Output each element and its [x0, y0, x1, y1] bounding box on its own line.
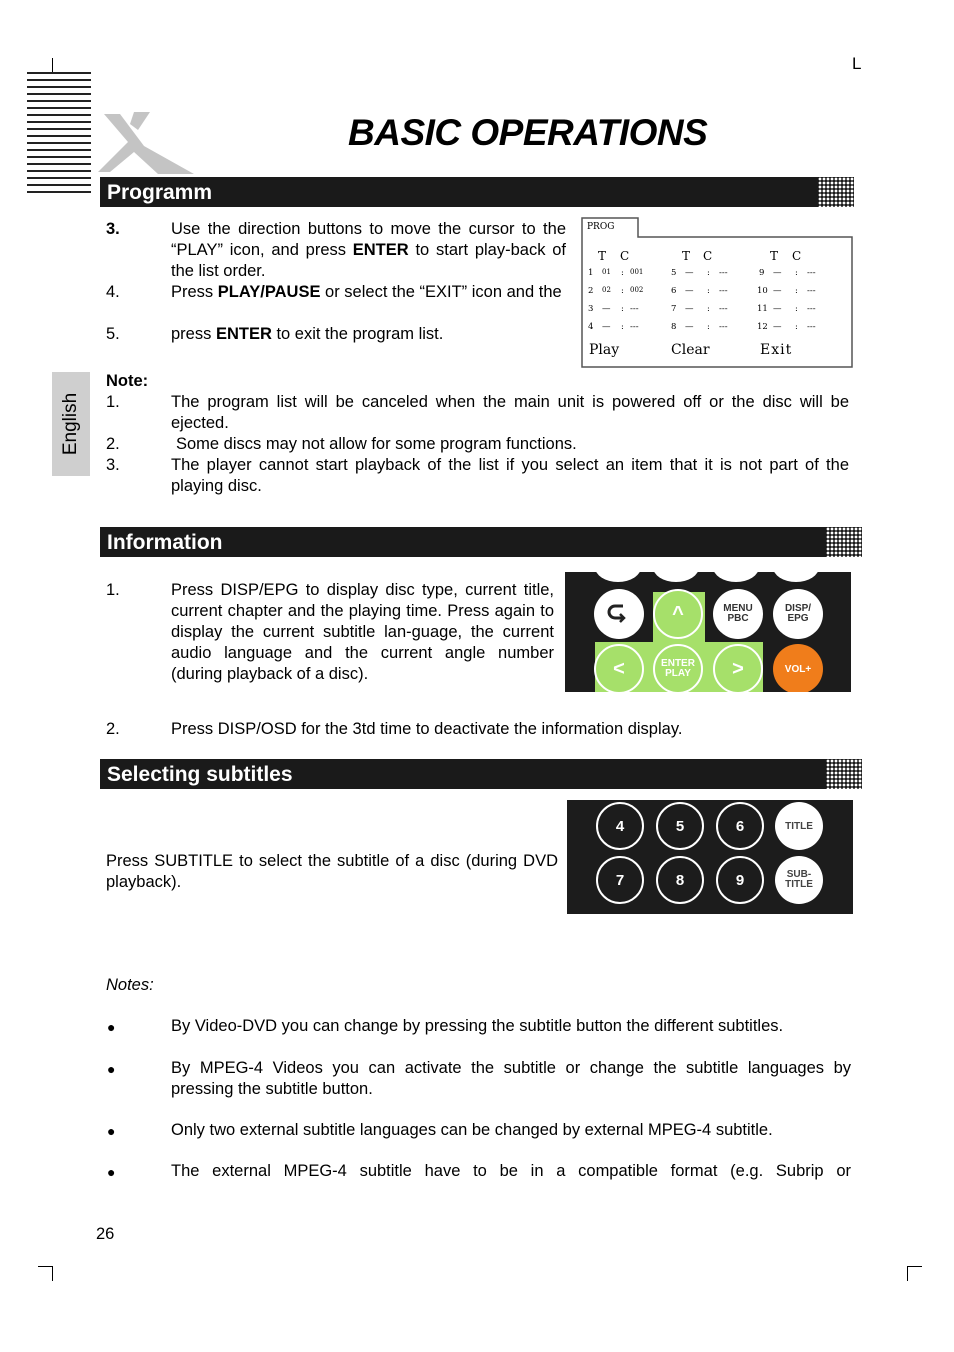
prog-row-chapter: --- — [807, 322, 816, 332]
chevron-left-icon: < — [613, 657, 625, 680]
remote-number-image — [567, 800, 853, 914]
prog-row-index: 7 — [671, 304, 677, 314]
prog-row-index: 5 — [671, 268, 677, 278]
number-5-button[interactable] — [656, 802, 704, 850]
prog-row-title: 02 — [602, 286, 611, 294]
info-text: Press DISP/OSD for the 3td time to deactivate the information display. — [171, 720, 683, 738]
step-text: press ENTER to exit the program list. — [171, 325, 444, 343]
notes-bullet-text: By Video-DVD you can change by pressing the subtitle button the different subtitles. — [171, 1017, 784, 1035]
vol-plus-button[interactable] — [773, 644, 823, 692]
top-row-button — [773, 572, 819, 582]
menu-pbc-button[interactable] — [713, 589, 763, 639]
col-header-t: T — [682, 249, 691, 263]
prog-row-sep: : — [707, 268, 710, 278]
number-label: 6 — [735, 817, 745, 835]
prog-row-sep: : — [707, 322, 710, 332]
note-label: Note: — [106, 372, 149, 390]
info-number: 2. — [106, 720, 120, 738]
prog-row-index: 8 — [671, 322, 677, 332]
prog-row-sep: : — [795, 322, 798, 332]
prog-row-title: — — [685, 268, 694, 278]
prog-row-title: — — [773, 286, 782, 296]
prog-row-index: 6 — [671, 286, 677, 296]
top-row-button — [595, 572, 641, 582]
title-label: TITLE — [785, 820, 813, 832]
heading-dot-pattern — [826, 759, 862, 789]
bullet-dot: ● — [107, 1164, 116, 1180]
col-header-c: C — [620, 249, 630, 263]
chevron-right-icon: > — [732, 657, 744, 680]
notes-label: Notes: — [106, 976, 154, 994]
prog-row-sep: : — [795, 286, 798, 296]
prog-row-index: 11 — [757, 304, 768, 314]
note-text: The player cannot start playback of the list if you select an item that it is not part of the playing disc. — [171, 456, 849, 495]
prog-row-title: — — [773, 304, 782, 314]
prog-clear-option[interactable]: Clear — [671, 342, 710, 358]
prog-row-sep: : — [621, 304, 624, 314]
prog-row-index: 4 — [588, 322, 594, 332]
notes-bullet-text: Only two external subtitle languages can be changed by external MPEG-4 subtitle. — [171, 1121, 773, 1139]
number-6-button[interactable] — [716, 802, 764, 850]
language-tab — [52, 372, 90, 476]
number-label: 8 — [675, 871, 685, 889]
subtitle-button[interactable] — [775, 856, 823, 904]
note-number: 1. — [106, 393, 120, 411]
menu-pbc-label: MENU PBC — [723, 603, 753, 624]
section-heading-information — [100, 527, 862, 557]
prog-row-index: 12 — [757, 322, 768, 332]
prog-row-chapter: --- — [807, 304, 816, 314]
prog-row-title: — — [685, 304, 694, 314]
prog-row-sep: : — [621, 268, 624, 278]
col-header-c: C — [792, 249, 802, 263]
prog-row-index: 10 — [757, 286, 768, 296]
return-icon — [607, 602, 631, 626]
page-title: BASIC OPERATIONS — [348, 112, 708, 153]
prog-row-sep: : — [621, 286, 624, 296]
number-label: 7 — [615, 871, 625, 889]
up-button[interactable] — [653, 589, 703, 639]
prog-row-chapter: --- — [719, 322, 728, 332]
prog-row-title: — — [773, 268, 782, 278]
col-header-t: T — [770, 249, 779, 263]
language-tab-label: English — [60, 392, 81, 456]
number-7-button[interactable] — [596, 856, 644, 904]
step-number: 5. — [106, 325, 120, 343]
remote-nav-image — [565, 572, 851, 692]
brand-x-logo — [98, 110, 198, 176]
step-number: 3. — [106, 220, 120, 238]
bullet-dot: ● — [107, 1061, 116, 1077]
subtitle-label: SUB-TITLE — [785, 869, 813, 890]
stripe-decoration — [27, 72, 91, 200]
prog-row-index: 9 — [759, 268, 765, 278]
prog-tab-label: PROG — [587, 222, 615, 232]
number-9-button[interactable] — [716, 856, 764, 904]
corner-mark: L — [852, 54, 862, 73]
prog-row-chapter: --- — [630, 304, 639, 314]
prog-row-title: — — [685, 286, 694, 296]
return-button[interactable] — [594, 589, 644, 639]
crop-mark-bottom-left — [38, 1266, 53, 1281]
info-text: Press DISP/EPG to display disc type, current title, current chapter and the playing time. Press again to display the current subtitle lan-guage, the current audio language and the current angle number (during playback of a disc). — [171, 581, 554, 683]
chevron-up-icon: ^ — [672, 602, 684, 625]
note-text: Some discs may not allow for some program functions. — [176, 435, 577, 453]
notes-bullet-text: By MPEG-4 Videos you can activate the subtitle or change the subtitle languages by pressing the subtitle button. — [171, 1059, 851, 1098]
prog-row-sep: : — [795, 268, 798, 278]
prog-row-title: — — [773, 322, 782, 332]
col-header-t: T — [598, 249, 607, 263]
info-number: 1. — [106, 581, 120, 599]
top-row-button — [713, 572, 759, 582]
disp-epg-label: DISP/ EPG — [784, 603, 812, 624]
prog-row-chapter: --- — [719, 304, 728, 314]
section-heading-programm — [100, 177, 854, 207]
section-heading-subtitles — [100, 759, 862, 789]
page-number: 26 — [96, 1225, 115, 1243]
step-number: 4. — [106, 283, 120, 301]
prog-row-chapter: --- — [807, 286, 816, 296]
number-label: 5 — [675, 817, 685, 835]
crop-mark-bottom-right — [907, 1266, 922, 1281]
note-text: The program list will be canceled when the main unit is powered off or the disc will be ejected. — [171, 393, 849, 432]
prog-play-option[interactable]: Play — [589, 342, 620, 358]
prog-row-sep: : — [707, 286, 710, 296]
prog-row-title: — — [602, 304, 611, 314]
col-header-c: C — [703, 249, 713, 263]
notes-bullet-text: The external MPEG-4 subtitle have to be in a compatible format (e.g. Subrip or — [171, 1162, 851, 1180]
disp-epg-button[interactable] — [773, 589, 823, 639]
prog-row-sep: : — [621, 322, 624, 332]
number-8-button[interactable] — [656, 856, 704, 904]
prog-row-title: — — [685, 322, 694, 332]
prog-row-chapter: 002 — [630, 286, 644, 294]
prog-row-chapter: --- — [630, 322, 639, 332]
note-number: 3. — [106, 456, 120, 474]
prog-row-title: — — [602, 322, 611, 332]
heading-dot-pattern — [826, 527, 862, 557]
program-list-screen — [581, 217, 853, 368]
section-heading-subtitles-label: Selecting subtitles — [107, 763, 293, 786]
bullet-dot: ● — [107, 1019, 116, 1035]
section-heading-programm-label: Programm — [107, 181, 213, 204]
left-button[interactable] — [594, 644, 644, 692]
enter-play-button[interactable] — [653, 644, 703, 692]
top-row-button — [653, 572, 699, 582]
note-number: 2. — [106, 435, 120, 453]
prog-row-title: 01 — [602, 268, 611, 276]
prog-row-chapter: --- — [807, 268, 816, 278]
section-heading-information-label: Information — [107, 531, 223, 554]
enter-play-label: ENTER PLAY — [661, 658, 695, 679]
step-text: Use the direction buttons to move the cursor to the “PLAY” icon, and press ENTER to start play-back of the list order. — [171, 220, 566, 280]
bullet-dot: ● — [107, 1123, 116, 1139]
prog-row-chapter: 001 — [630, 268, 644, 276]
number-label: 9 — [735, 871, 745, 889]
right-button[interactable] — [713, 644, 763, 692]
step-text: Press PLAY/PAUSE or select the “EXIT” icon and the — [171, 283, 562, 301]
prog-row-chapter: --- — [719, 286, 728, 296]
prog-row-index: 2 — [588, 286, 594, 296]
prog-exit-option[interactable]: Exit — [760, 342, 793, 358]
heading-dot-pattern — [818, 177, 854, 207]
prog-row-sep: : — [795, 304, 798, 314]
crop-mark-top-left — [38, 58, 53, 73]
prog-row-sep: : — [707, 304, 710, 314]
vol-plus-label: VOL+ — [784, 663, 812, 675]
prog-row-chapter: --- — [719, 268, 728, 278]
number-4-button[interactable] — [596, 802, 644, 850]
number-label: 4 — [615, 817, 625, 835]
title-button[interactable] — [775, 802, 823, 850]
prog-row-index: 1 — [588, 268, 594, 278]
prog-row-index: 3 — [588, 304, 594, 314]
subtitle-text: Press SUBTITLE to select the subtitle of a disc (during DVD playback). — [106, 852, 558, 891]
